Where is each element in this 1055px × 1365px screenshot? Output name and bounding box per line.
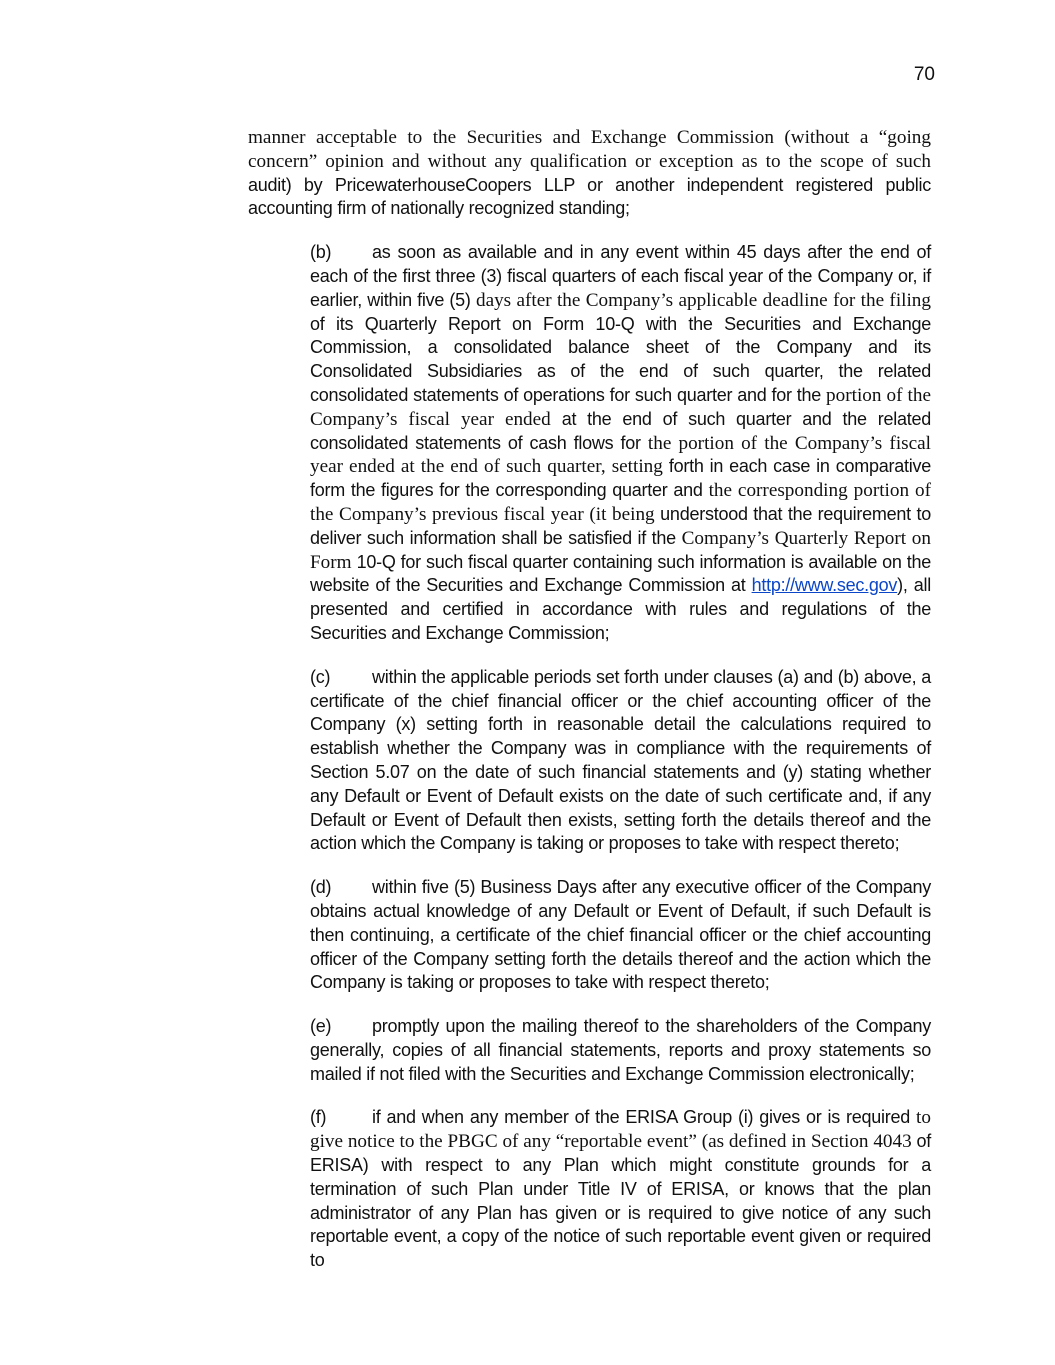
clause-label-c: (c) (310, 666, 331, 687)
paragraph-b (248, 241, 931, 646)
paragraph-d-text: within five (5) Business Days after any executive officer of the Company obtains actual knowledge of any Default or Event of Default, if such Default is then continuing, a certificate of the chief financial officer or the chief accounting officer of the Company setting forth the details thereof and the action which the Company is taking or proposes to take with respect thereto; (310, 877, 931, 993)
paragraph-f-text-1: if and when any member of the ERISA Group (i) gives or is required (372, 1107, 911, 1128)
paragraph-f-text-2: to give notice to the PBGC of any “reportable event” (as defined in Section 4043 (310, 1107, 931, 1153)
paragraph-c (248, 666, 931, 856)
clause-label-d: (d) (310, 877, 332, 898)
paragraph-b-text-7: forth in each case in comparative form the figures for the corresponding quarter and (310, 456, 931, 501)
paragraph-c-text: within the applicable periods set forth under clauses (a) and (b) above, a certificate of the chief financial officer or the chief accounting officer of the Company (x) setting forth in reasonable detail the calculations required to establish whether the Company was in compliance with the requirements of Section 5.07 on the date of such financial statements and (y) stating whether any Default or Event of Default exists on the date of such certificate and, if any Default or Event of Default then exists, setting forth the details thereof and the action which the Company is taking or proposes to take with respect thereto; (310, 666, 931, 854)
intro-text: audit) by PricewaterhouseCoopers LLP or another independent registered public accounting firm of nationally recognized standing; (248, 174, 931, 219)
paragraph-b-text-4: portion of the Company’s fiscal year ended (310, 384, 931, 430)
paragraph-b-text-9: understood that the requirement to deliver such information shall be satisfied if the (310, 503, 931, 548)
paragraph-intro (248, 126, 931, 221)
paragraph-f-text-3: of ERISA) with respect to any Plan which might constitute grounds for a termination of such Plan under Title IV of ERISA, or knows that the plan administrator of any Plan has given or is required to give notice of any such reportable event, a copy of the notice of such reportable event given or required to (310, 1131, 931, 1271)
paragraph-b-text-6: the portion of the Company’s fiscal year ended at the end of such quarter, setting (310, 432, 931, 478)
clause-label-f: (f) (310, 1107, 327, 1128)
paragraph-b-text-11: 10-Q for such fiscal quarter containing such information is available on the website of the Securities and Exchange Commission at (310, 551, 931, 596)
sec-website-link[interactable]: http://www.sec.gov (751, 575, 898, 596)
intro-text-serif: manner acceptable to the Securities and Exchange Commission (without a “going concern” opinion and without any qualification or exception as to the scope of such (248, 127, 931, 172)
paragraph-b-text-3: of its Quarterly Report on Form 10-Q with the Securities and Exchange Commission, a consolidated balance sheet of the Company and its Consolidated Subsidiaries as of the end of such quarter, the related consolidated statements of operations for such quarter and for the (310, 313, 931, 405)
clause-label-e: (e) (310, 1016, 332, 1037)
clause-label-b: (b) (310, 242, 332, 263)
paragraph-b-text-5: at the end of such quarter and the related consolidated statements of cash flows for (310, 408, 931, 453)
paragraph-b-text-12: ), all presented and certified in accordance with rules and regulations of the Securities and Exchange Commission; (310, 575, 931, 643)
paragraph-d (248, 876, 931, 995)
paragraph-b-text-10: Company’s Quarterly Report on Form (310, 527, 931, 573)
paragraph-b-text-1: as soon as available and in any event within 45 days after the end of each of the first three (3) fiscal quarters of each fiscal year of the Company or, if earlier, within five (5) (310, 242, 931, 310)
page-number: 70 (913, 64, 935, 85)
paragraph-b-text-2: days after the Company’s applicable deadline for the filing (475, 289, 931, 311)
document-body (248, 126, 931, 1293)
paragraph-e (248, 1015, 931, 1086)
paragraph-e-text: promptly upon the mailing thereof to the shareholders of the Company generally, copies of all financial statements, reports and proxy statements so mailed if not filed with the Securities and Exchange Commission electronically; (310, 1016, 931, 1084)
paragraph-b-text-8: the corresponding portion of the Company’s previous fiscal year (it being (310, 480, 931, 525)
paragraph-f (248, 1106, 931, 1273)
